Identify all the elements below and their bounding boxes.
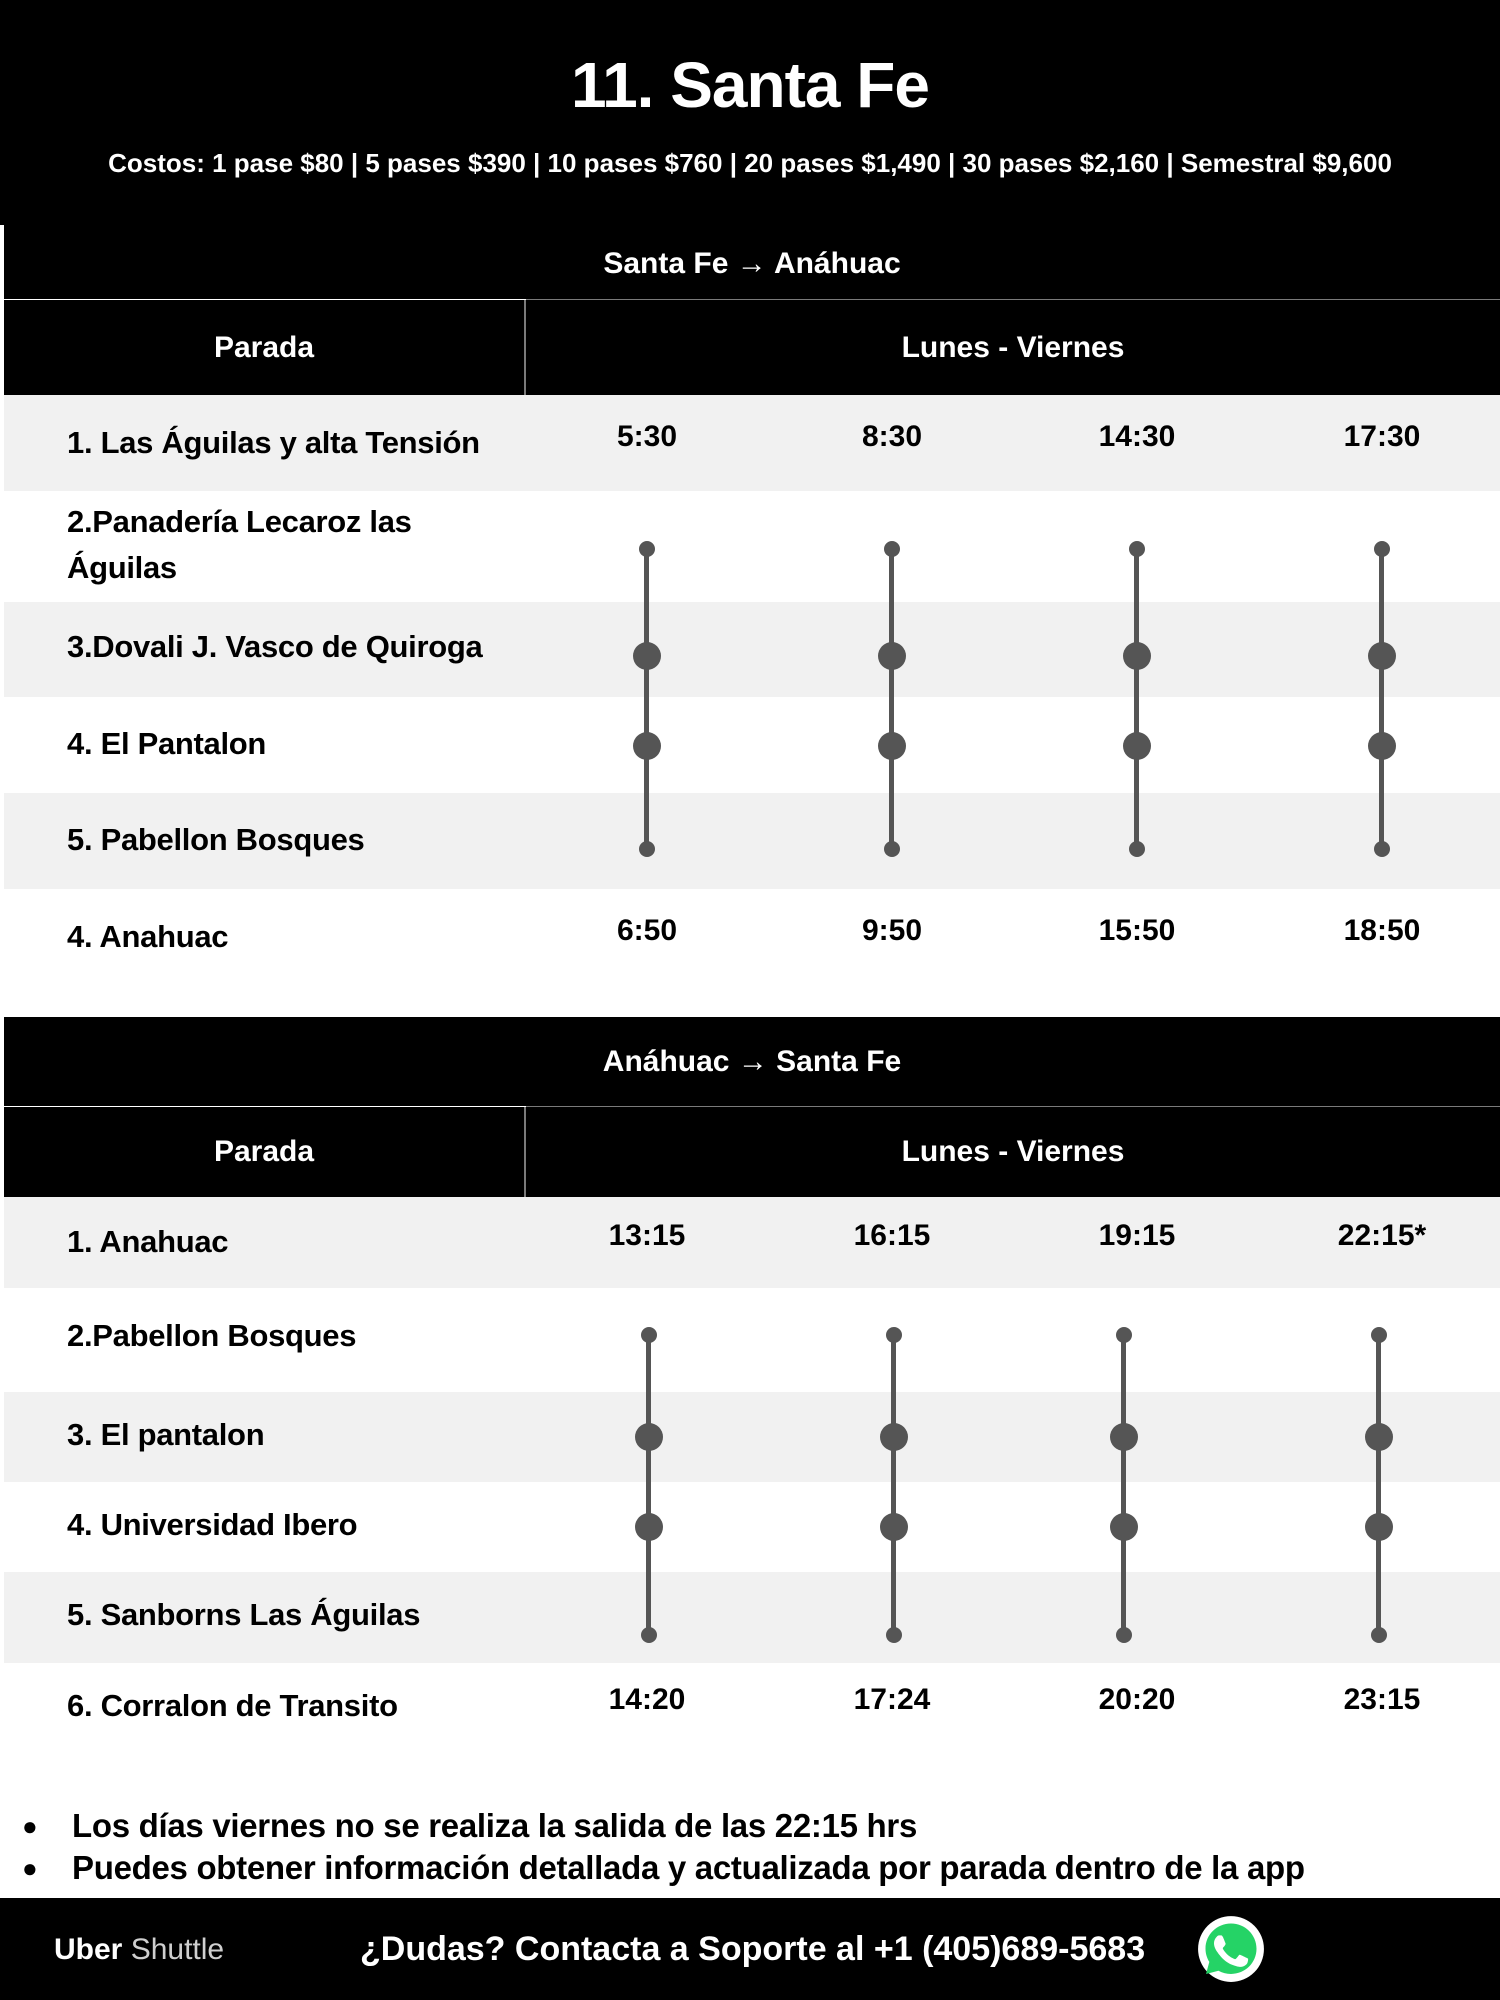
arrival-time: 14:20 (608, 1683, 686, 1716)
stop-name: 2.Panadería Lecaroz las Águilas (67, 504, 412, 585)
stop-name: 4. Anahuac (67, 919, 229, 954)
stop-name: 5. Sanborns Las Águilas (67, 1597, 421, 1632)
section-title: Anáhuac → Santa Fe (4, 1017, 1500, 1106)
schedule-anahuac-to-santafe (4, 0, 1500, 1760)
column-header-stop: Parada (4, 300, 524, 395)
departure-time: 13:15 (608, 1219, 686, 1252)
stop-name: 3. El pantalon (67, 1417, 265, 1452)
arrival-time: 23:15 (1343, 1683, 1421, 1716)
departure-time: 17:30 (1343, 420, 1421, 453)
section-title: Santa Fe → Anáhuac (4, 215, 1500, 299)
page-title: 11. Santa Fe (571, 49, 929, 121)
note-item (20, 1805, 1490, 1847)
support-contact: ¿Dudas? Contacta a Soporte al +1 (405)689-5683 (360, 1930, 1146, 1968)
brand-name: Uber (54, 1933, 123, 1966)
arrival-time: 9:50 (861, 914, 923, 947)
brand-logo (54, 1930, 224, 1970)
note-text: Puedes obtener información detallada y actualizada por parada dentro de la app (72, 1849, 1305, 1886)
costs-line: Costos: 1 pase $80 | 5 pases $390 | 10 pases $760 | 20 pases $1,490 | 30 pases $2,160 | Semestral $9,600 (108, 148, 1392, 178)
bullet-icon: ● (22, 1853, 38, 1883)
stop-row (4, 1482, 1500, 1572)
arrival-time: 15:50 (1098, 914, 1176, 947)
stop-name: 1. Las Águilas y alta Tensión (67, 425, 480, 460)
notes-list (20, 1805, 1490, 1889)
departure-time: 5:30 (616, 420, 678, 453)
departure-time: 22:15* (1337, 1219, 1427, 1252)
column-header-days: Lunes - Viernes (526, 1107, 1500, 1197)
whatsapp-icon[interactable] (1197, 1915, 1265, 1983)
departure-time: 14:30 (1098, 420, 1176, 453)
stop-name: 4. El Pantalon (67, 726, 267, 761)
departure-time: 19:15 (1098, 1219, 1176, 1252)
stop-row (4, 1197, 1500, 1288)
arrival-time: 6:50 (616, 914, 678, 947)
column-header-stop: Parada (4, 1107, 524, 1197)
stop-name: 4. Universidad Ibero (67, 1507, 358, 1542)
stop-name: 3.Dovali J. Vasco de Quiroga (67, 629, 483, 664)
stop-row (4, 1288, 1500, 1392)
departure-time: 8:30 (861, 420, 923, 453)
arrival-time: 20:20 (1098, 1683, 1176, 1716)
stop-name: 2.Pabellon Bosques (67, 1318, 357, 1353)
arrival-time: 18:50 (1343, 914, 1421, 947)
departure-time: 16:15 (853, 1219, 931, 1252)
stop-name: 1. Anahuac (67, 1224, 229, 1259)
column-header-days: Lunes - Viernes (526, 300, 1500, 395)
arrival-time: 17:24 (853, 1683, 931, 1716)
stop-name: 6. Corralon de Transito (67, 1688, 398, 1723)
note-text: Los días viernes no se realiza la salida de las 22:15 hrs (72, 1807, 918, 1844)
stop-name: 5. Pabellon Bosques (67, 822, 365, 857)
stop-row (4, 1663, 1500, 1753)
bullet-icon: ● (22, 1811, 38, 1841)
brand-product: Shuttle (130, 1933, 225, 1966)
note-item (20, 1847, 1490, 1889)
page-footer (0, 1898, 1500, 2000)
stop-row (4, 1392, 1500, 1482)
stop-row (4, 1572, 1500, 1663)
